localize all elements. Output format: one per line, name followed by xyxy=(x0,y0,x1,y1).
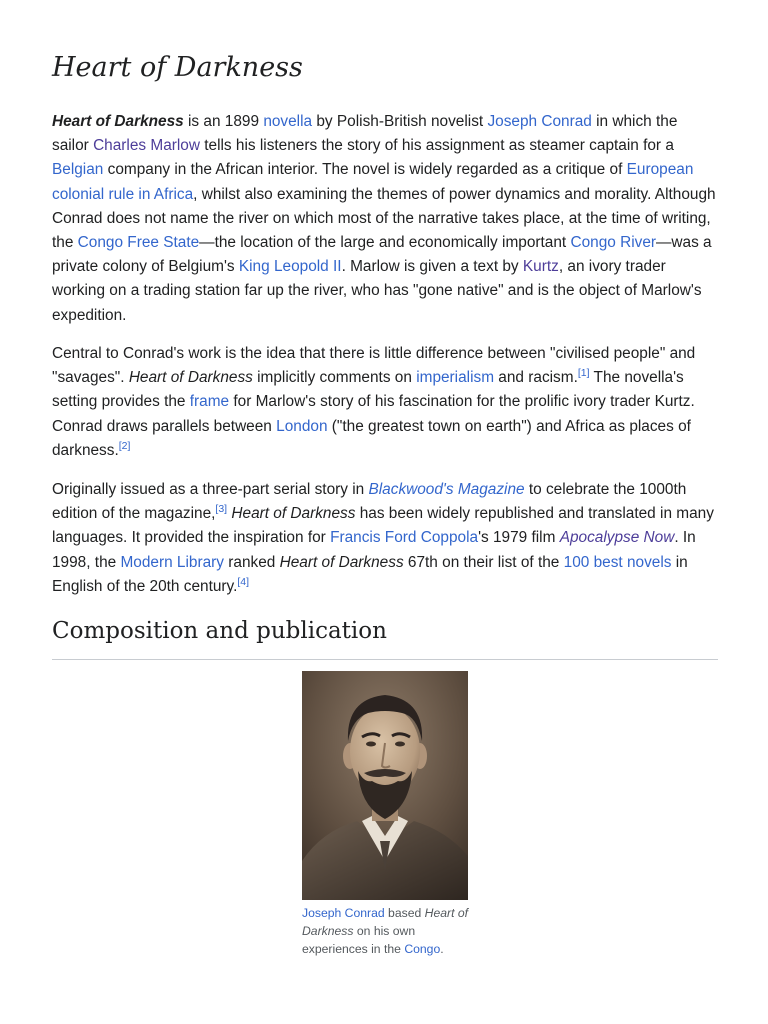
citation-3 xyxy=(215,503,227,515)
text-span: , whilst also examining the themes of power dynamics and morality. Although Conrad does not name the river on which most of the narrative takes place, at the time of writing, the xyxy=(52,185,716,252)
citation-link-1[interactable]: [1] xyxy=(577,367,590,380)
text-span: 67th on their list of the xyxy=(403,553,564,571)
link-joseph-conrad[interactable]: Joseph Conrad xyxy=(487,113,592,130)
text-span: Originally issued as a three-part serial story in xyxy=(52,481,369,498)
italic-title-text: Heart of Darkness xyxy=(231,505,356,523)
text-span: . Marlow is given a text by xyxy=(341,258,523,276)
text-span: by Polish-British novelist xyxy=(312,113,488,130)
page-title: Heart of Darkness xyxy=(52,52,303,83)
link-european-colonial-rule[interactable]: European colonial rule in Africa xyxy=(52,161,694,203)
text-span: company in the African interior. The novel is widely regarded as a critique of xyxy=(103,161,627,179)
text-span: , an ivory trader working on a trading station far up the river, who has "gone native" and is the object of Marlow's expedition. xyxy=(52,258,702,324)
link-congo-river[interactable]: Congo River xyxy=(570,234,657,252)
link-blackwoods-magazine[interactable]: Blackwood's Magazine xyxy=(368,481,525,498)
figure-caption xyxy=(302,904,468,958)
text-span: tells his listeners the story of his assignment as steamer captain for a xyxy=(199,137,674,155)
text-span: . In 1998, the xyxy=(52,529,696,571)
link-novella[interactable]: novella xyxy=(263,113,313,130)
link-belgian[interactable]: Belgian xyxy=(52,161,104,179)
link-imperialism[interactable]: imperialism xyxy=(416,369,495,387)
link-francis-ford-coppola[interactable]: Francis Ford Coppola xyxy=(330,529,479,547)
section-heading: Composition and publication xyxy=(52,618,387,644)
text-span: in English of the 20th century. xyxy=(52,553,688,595)
link-frame[interactable]: frame xyxy=(189,393,230,411)
link-congo-free-state[interactable]: Congo Free State xyxy=(77,234,200,252)
text-span: and racism. xyxy=(494,369,578,387)
text-span: is an 1899 xyxy=(183,113,264,130)
portrait-image[interactable] xyxy=(302,671,468,900)
text-span: ranked xyxy=(223,553,280,571)
text-span: The novella's setting provides the xyxy=(52,369,684,411)
lead-paragraph-3 xyxy=(52,478,718,599)
citation-2 xyxy=(119,440,131,452)
text-span: —the location of the large and economically important xyxy=(199,234,571,252)
link-100-best-novels[interactable]: 100 best novels xyxy=(563,553,672,571)
text-span: in which the sailor xyxy=(52,113,678,155)
text-span: implicitly comments on xyxy=(252,369,417,387)
link-kurtz[interactable]: Kurtz xyxy=(522,258,559,276)
citation-4 xyxy=(237,576,249,588)
section-divider xyxy=(52,659,718,660)
link-modern-library[interactable]: Modern Library xyxy=(120,553,224,571)
link-charles-marlow[interactable]: Charles Marlow xyxy=(93,137,200,155)
text-span: 's 1979 film xyxy=(478,529,560,547)
text-span: to celebrate the 1000th edition of the magazine, xyxy=(52,481,687,523)
lead-paragraph-2 xyxy=(52,342,718,463)
bold-title-text: Heart of Darkness xyxy=(52,113,184,130)
citation-1 xyxy=(578,367,590,379)
text-span: ("the greatest town on earth") and Africa as places of darkness. xyxy=(52,417,691,459)
citation-link-4[interactable]: [4] xyxy=(237,575,250,588)
text-span: Central to Conrad's work is the idea that there is little difference between "civilised people" and "savages". xyxy=(52,345,696,387)
caption-link-congo[interactable]: Congo xyxy=(404,942,441,956)
caption-italic-title: Heart of Darkness xyxy=(302,906,469,938)
link-king-leopold[interactable]: King Leopold II xyxy=(238,258,342,276)
italic-title-text: Heart of Darkness xyxy=(279,553,404,571)
text-span: has been widely republished and translated in many languages. It provided the inspiration for xyxy=(52,505,714,547)
caption-link-joseph-conrad[interactable]: Joseph Conrad xyxy=(302,906,385,920)
text-span: on his own experiences in the xyxy=(302,924,416,956)
link-london[interactable]: London xyxy=(276,417,328,435)
text-span: based xyxy=(384,906,425,920)
citation-link-3[interactable]: [3] xyxy=(215,503,228,516)
text-span: for Marlow's story of his fascination for the prolific ivory trader Kurtz. Conrad draws parallels between xyxy=(52,393,695,435)
link-apocalypse-now[interactable]: Apocalypse Now xyxy=(559,529,675,547)
italic-title-text: Heart of Darkness xyxy=(128,369,253,387)
text-span: . xyxy=(440,942,444,956)
figure xyxy=(302,671,468,958)
text-span: —was a private colony of Belgium's xyxy=(52,234,712,276)
lead-paragraph-1 xyxy=(52,110,718,328)
citation-link-2[interactable]: [2] xyxy=(118,439,131,452)
